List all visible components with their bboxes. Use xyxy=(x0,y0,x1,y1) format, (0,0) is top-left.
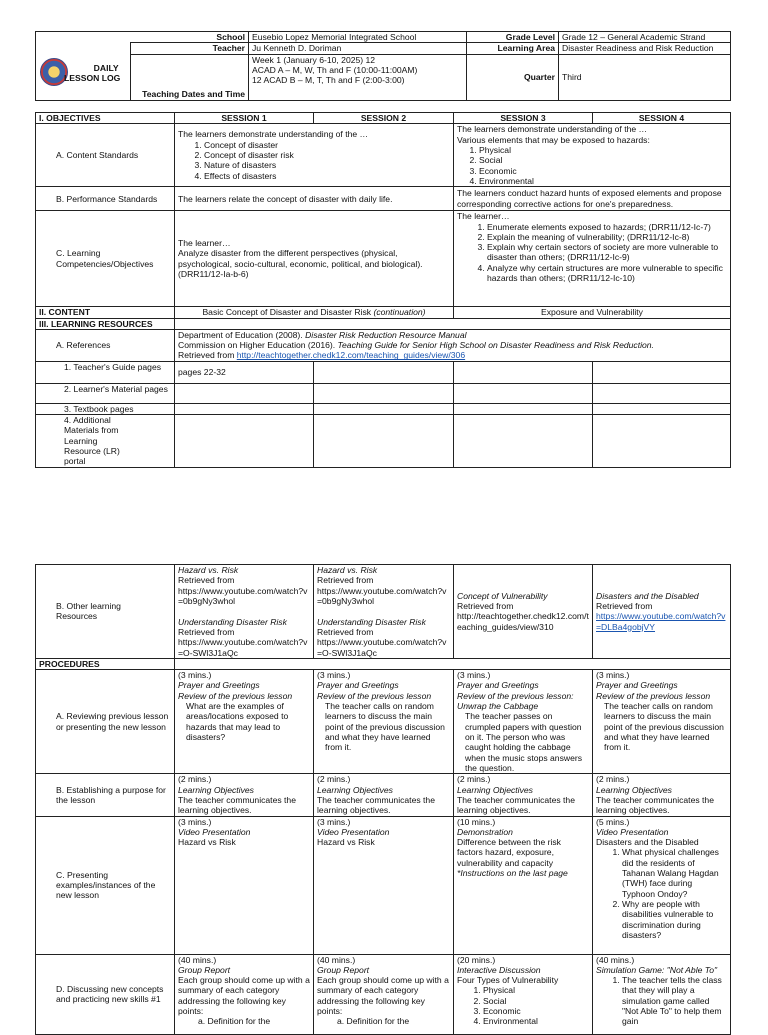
proc-c-s2: (3 mins.) Video Presentation Hazard vs Risk xyxy=(314,816,454,954)
reference-2: Commission on Higher Education (2016). Teaching Guide for Senior High School on Disaster Readiness and Risk Reduction. xyxy=(178,340,654,351)
session-2-header: SESSION 2 xyxy=(314,113,454,124)
comp34-item: 2. Explain the meaning of vulnerability; (DRR11/12-Ic-8) xyxy=(487,232,727,242)
proc-a-s1: (3 mins.) Prayer and Greetings Review of the previous lesson What are the examples of areas/locations exposed to hazards that may lead to disasters? xyxy=(175,670,314,774)
procedures-heading: PROCEDURES xyxy=(36,658,175,669)
proc-a-s3: (3 mins.) Prayer and Greetings Review of the previous lesson: Unwrap the Cabbage The teacher passes on crumpled papers with question on it. The person who was caught holding the cabbage when the music stops answers the question. xyxy=(454,670,593,774)
learners-material-s1 xyxy=(175,383,314,403)
textbook-s3 xyxy=(454,403,593,414)
proc-d-label: D. Discussing new concepts and practicing new skills #1 xyxy=(36,954,175,1034)
cs34-item: 3. Economic xyxy=(479,166,727,176)
school-label: School xyxy=(131,32,249,43)
other-resources-label: B. Other learning Resources xyxy=(36,565,175,659)
competencies-s12 xyxy=(175,211,454,307)
dates-line-1: Week 1 (January 6-10, 2025) 12 xyxy=(252,54,376,65)
proc-d-s3: (20 mins.) Interactive Discussion Four Types of Vulnerability 1. Physical 2. Social 3. Economic 4. Environmental xyxy=(454,954,593,1034)
performance-standards-s12: The learners relate the concept of disaster with daily life. xyxy=(175,187,454,211)
proc-c-s4: (5 mins.) Video Presentation Disasters and the Disabled 1. What physical challenges did the residents of Tahanan Walang Hagdan (TWH) face during Typhoon Ondoy? 2. Why are people with disabilities vulnerable to discrimination during disasters? xyxy=(593,816,731,954)
question-item: 1. What physical challenges did the residents of Tahanan Walang Hagdan (TWH) face during Typhoon Ondoy? xyxy=(622,847,727,899)
teacher-label: Teacher xyxy=(131,43,249,54)
other-resources-s4: Disasters and the Disabled Retrieved from https://www.youtube.com/watch?v=DLBa4gobjVY xyxy=(593,565,731,659)
cs12-item: 3. Nature of disasters xyxy=(204,160,450,170)
cs34-item: 1. Physical xyxy=(479,145,727,155)
page-title xyxy=(64,63,120,84)
resource-title: Understanding Disaster Risk xyxy=(317,616,426,627)
area-value: Disaster Readiness and Risk Reduction xyxy=(559,43,731,54)
content-standards-s34 xyxy=(454,124,731,187)
header-table xyxy=(35,31,731,101)
content-s12-note: (continuation) xyxy=(373,307,426,318)
objectives-table xyxy=(35,112,731,468)
resources-heading: III. LEARNING RESOURCES xyxy=(36,318,175,329)
performance-standards-label: B. Performance Standards xyxy=(36,187,175,211)
dates-value xyxy=(249,54,467,100)
performance-standards-s34: The learners conduct hazard hunts of exposed elements and propose corresponding corrective actions for one's preparedness. xyxy=(454,187,731,211)
session-3-header: SESSION 3 xyxy=(454,113,593,124)
resource-url[interactable]: https://www.youtube.com/watch?v=O-SWl3J1aQc xyxy=(317,637,447,658)
grade-value: Grade 12 – General Academic Strand xyxy=(559,32,731,43)
cs12-item: 2. Concept of disaster risk xyxy=(204,150,450,160)
resource-url[interactable]: http://teachtogether.chedk12.com/teaching_guides/view/310 xyxy=(457,611,589,632)
teacher-value: Ju Kenneth D. Doriman xyxy=(249,43,467,54)
objectives-heading: I. OBJECTIVES xyxy=(36,113,175,124)
textbook-s2 xyxy=(314,403,454,414)
procedures-table xyxy=(35,564,731,1035)
reference-1: Department of Education (2008). Disaster Risk Reduction Resource Manual xyxy=(178,329,467,340)
resource-title: Understanding Disaster Risk xyxy=(178,616,287,627)
reference-link[interactable]: http://teachtogether.chedk12.com/teaching_guides/view/306 xyxy=(236,350,466,361)
proc-b-s4: (2 mins.) Learning Objectives The teacher communicates the learning objectives. xyxy=(593,774,731,816)
competencies-s34 xyxy=(454,211,731,307)
textbook-s1 xyxy=(175,403,314,414)
comp34-item: 1. Enumerate elements exposed to hazards; (DRR11/12-Ic-7) xyxy=(487,222,727,232)
cs34-intro: The learners demonstrate understanding of the … xyxy=(457,124,648,135)
proc-c-label: C. Presenting examples/instances of the new lesson xyxy=(36,816,175,954)
proc-b-s2: (2 mins.) Learning Objectives The teacher communicates the learning objectives. xyxy=(314,774,454,816)
teachers-guide-s1: pages 22-32 xyxy=(175,361,314,383)
teachers-guide-label: 1. Teacher's Guide pages xyxy=(36,361,175,383)
proc-d-s1: (40 mins.) Group Report Each group should come up with a summary of each category addressing the following key points: a. Definition for the xyxy=(175,954,314,1034)
teachers-guide-s2 xyxy=(314,361,454,383)
learners-material-label: 2. Learner's Material pages xyxy=(36,383,175,403)
resource-title: Hazard vs. Risk xyxy=(317,565,378,575)
dates-line-2: ACAD A – M, W, Th and F (10:00-11:00AM) xyxy=(252,64,418,75)
proc-b-s1: (2 mins.) Learning Objectives The teacher communicates the learning objectives. xyxy=(175,774,314,816)
additional-materials-s3 xyxy=(454,415,593,468)
content-standards-label: A. Content Standards xyxy=(36,124,175,187)
learners-material-s3 xyxy=(454,383,593,403)
comp34-item: 3. Explain why certain sectors of society are more vulnerable to disaster than others; (DRR11/12-Ic-9) xyxy=(487,242,727,263)
teachers-guide-s4 xyxy=(593,361,731,383)
resource-url[interactable]: https://www.youtube.com/watch?v=0b9gNy3whol xyxy=(317,585,447,606)
proc-a-label: A. Reviewing previous lesson or presenting the new lesson xyxy=(36,670,175,774)
proc-b-s3: (2 mins.) Learning Objectives The teacher communicates the learning objectives. xyxy=(454,774,593,816)
resource-title: Disasters and the Disabled xyxy=(596,590,699,601)
proc-c-s3: (10 mins.) Demonstration Difference between the risk factors hazard, exposure, vulnerability and capacity *Instructions on the last page xyxy=(454,816,593,954)
content-standards-s12 xyxy=(175,124,454,187)
resource-title: Concept of Vulnerability xyxy=(457,590,548,601)
proc-d-s4: (40 mins.) Simulation Game: "Not Able To" 1. The teacher tells the class that they will play a simulation game called "Not Able To" to help them gain xyxy=(593,954,731,1034)
proc-a-s4: (3 mins.) Prayer and Greetings Review of the previous lesson The teacher calls on random learners to discuss the main point of the previous discussion and what they have learned from it. xyxy=(593,670,731,774)
other-resources-s3: Concept of Vulnerability Retrieved from http://teachtogether.chedk12.com/teaching_guides/view/310 xyxy=(454,565,593,659)
title-line-1: DAILY xyxy=(93,63,119,73)
learners-material-s4 xyxy=(593,383,731,403)
learners-material-s2 xyxy=(314,383,454,403)
cs12-item: 1. Concept of disaster xyxy=(204,140,450,150)
textbook-s4 xyxy=(593,403,731,414)
title-line-2: LESSON LOG xyxy=(64,73,121,84)
cs34-intro-2: Various elements that may be exposed to hazards: xyxy=(457,134,650,145)
additional-materials-s2 xyxy=(314,415,454,468)
dates-line-3: 12 ACAD B – M, T, Th and F (2:00-3:00) xyxy=(252,75,405,86)
textbook-label: 3. Textbook pages xyxy=(36,403,175,414)
additional-materials-label: 4. Additional Materials from Learning Resource (LR) portal xyxy=(36,415,175,468)
other-resources-s1: Hazard vs. Risk Retrieved from https://www.youtube.com/watch?v=0b9gNy3whol Understanding Disaster Risk Retrieved from https://www.youtube.com/watch?v=O-SWl3J1aQc xyxy=(175,565,314,659)
area-label: Learning Area xyxy=(467,43,559,54)
grade-label: Grade Level xyxy=(467,32,559,43)
references-value xyxy=(175,329,731,361)
content-s34: Exposure and Vulnerability xyxy=(454,307,731,318)
content-heading: II. CONTENT xyxy=(36,307,175,318)
instructions-note: *Instructions on the last page xyxy=(457,868,568,879)
content-s12-title: Basic Concept of Disaster and Disaster Risk xyxy=(202,307,372,318)
quarter-value: Third xyxy=(559,54,731,100)
resource-url[interactable]: https://www.youtube.com/watch?v=0b9gNy3whol xyxy=(178,585,308,606)
cs34-item: 2. Social xyxy=(479,155,727,165)
resource-url[interactable]: https://www.youtube.com/watch?v=O-SWl3J1aQc xyxy=(178,637,308,658)
proc-b-label: B. Establishing a purpose for the lesson xyxy=(36,774,175,816)
resources-heading-fill xyxy=(175,318,731,329)
proc-a-s2: (3 mins.) Prayer and Greetings Review of the previous lesson The teacher calls on random learners to discuss the main point of the previous discussion and what they have learned from it. xyxy=(314,670,454,774)
session-1-header: SESSION 1 xyxy=(175,113,314,124)
comp34-intro: The learner… xyxy=(457,211,510,222)
dates-label: Teaching Dates and Time xyxy=(131,54,249,100)
session-4-header: SESSION 4 xyxy=(593,113,731,124)
additional-materials-s1 xyxy=(175,415,314,468)
proc-c-s1: (3 mins.) Video Presentation Hazard vs Risk xyxy=(175,816,314,954)
cs12-intro: The learners demonstrate understanding of the … xyxy=(178,129,369,140)
quarter-label: Quarter xyxy=(467,54,559,100)
resource-link[interactable]: https://www.youtube.com/watch?v=DLBa4gobjVY xyxy=(596,611,726,632)
reference-3: Retrieved from http://teachtogether.chedk12.com/teaching_guides/view/306 xyxy=(178,350,466,361)
additional-materials-s4 xyxy=(593,415,731,468)
cs34-item: 4. Environmental xyxy=(479,176,727,186)
other-resources-s2: Hazard vs. Risk Retrieved from https://www.youtube.com/watch?v=0b9gNy3whol Understanding Disaster Risk Retrieved from https://www.youtube.com/watch?v=O-SWl3J1aQc xyxy=(314,565,454,659)
references-label: A. References xyxy=(36,329,175,361)
comp12-text: Analyze disaster from the different perspectives (physical, psychological, socio-cultural, economic, political, and biological). (DRR11/12-Ia-b-6) xyxy=(178,248,423,279)
resource-title: Hazard vs. Risk xyxy=(178,565,239,575)
school-value: Eusebio Lopez Memorial Integrated School xyxy=(249,32,467,43)
content-s12 xyxy=(175,307,454,318)
proc-d-s2: (40 mins.) Group Report Each group should come up with a summary of each category addressing the following key points: a. Definition for the xyxy=(314,954,454,1034)
question-item: 2. Why are people with disabilities vulnerable to discrimination during disasters? xyxy=(622,899,727,940)
comp34-item: 4. Analyze why certain structures are more vulnerable to specific hazards than others; (DRR11/12-Ic-10) xyxy=(487,263,727,284)
comp12-intro: The learner… xyxy=(178,238,231,249)
procedures-heading-fill xyxy=(175,658,731,669)
cs12-item: 4. Effects of disasters xyxy=(204,171,450,181)
competencies-label: C. Learning Competencies/Objectives xyxy=(36,211,175,307)
teachers-guide-s3 xyxy=(454,361,593,383)
